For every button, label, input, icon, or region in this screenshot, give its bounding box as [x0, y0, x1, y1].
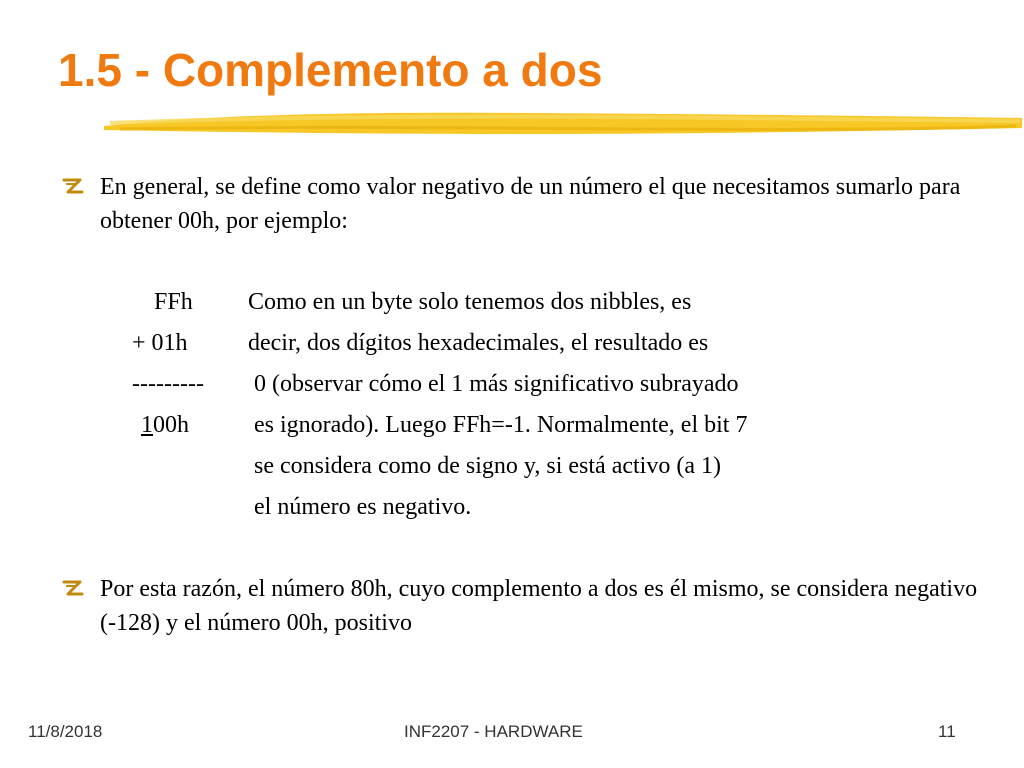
example-explanation-line-5: se considera como de signo y, si está activo (a 1): [254, 453, 721, 479]
bullet-2-text: Por esta razón, el número 80h, cuyo complemento a dos es él mismo, se considera negativo (-128) y el número 00h, positivo: [100, 576, 978, 636]
bullet-2: [60, 572, 980, 640]
title-highlighter-stroke: [100, 104, 1024, 144]
example-operand-2: + 01h: [132, 330, 188, 356]
example-explanation-line-6: el número es negativo.: [254, 494, 472, 520]
footer-course: INF2207 - HARDWARE: [404, 722, 583, 741]
example-result: [141, 409, 189, 441]
z-bullet-icon: [60, 174, 86, 200]
example-explanation-line-3: 0 (observar cómo el 1 más significativo subrayado: [254, 371, 739, 397]
slide-title: 1.5 - Complemento a dos: [58, 44, 603, 96]
footer-date: 11/8/2018: [28, 722, 103, 741]
example-explanation-line-2: decir, dos dígitos hexadecimales, el resultado es: [248, 330, 709, 356]
bullet-1: [60, 170, 980, 238]
example-explanation-line-1: Como en un byte solo tenemos dos nibbles, es: [248, 289, 692, 315]
bullet-1-text: En general, se define como valor negativo de un número el que necesitamos sumarlo para obtener 00h, por ejemplo:: [100, 174, 961, 234]
example-operand-1: FFh: [154, 289, 193, 315]
example-explanation-line-4: es ignorado). Luego FFh=-1. Normalmente, el bit 7: [254, 412, 748, 438]
example-separator: ---------: [132, 371, 204, 397]
footer-page-number: 11: [938, 722, 956, 741]
example-result-rest: 00h: [153, 412, 189, 438]
example-result-underlined-digit: 1: [141, 412, 153, 438]
z-bullet-icon: [60, 576, 86, 602]
